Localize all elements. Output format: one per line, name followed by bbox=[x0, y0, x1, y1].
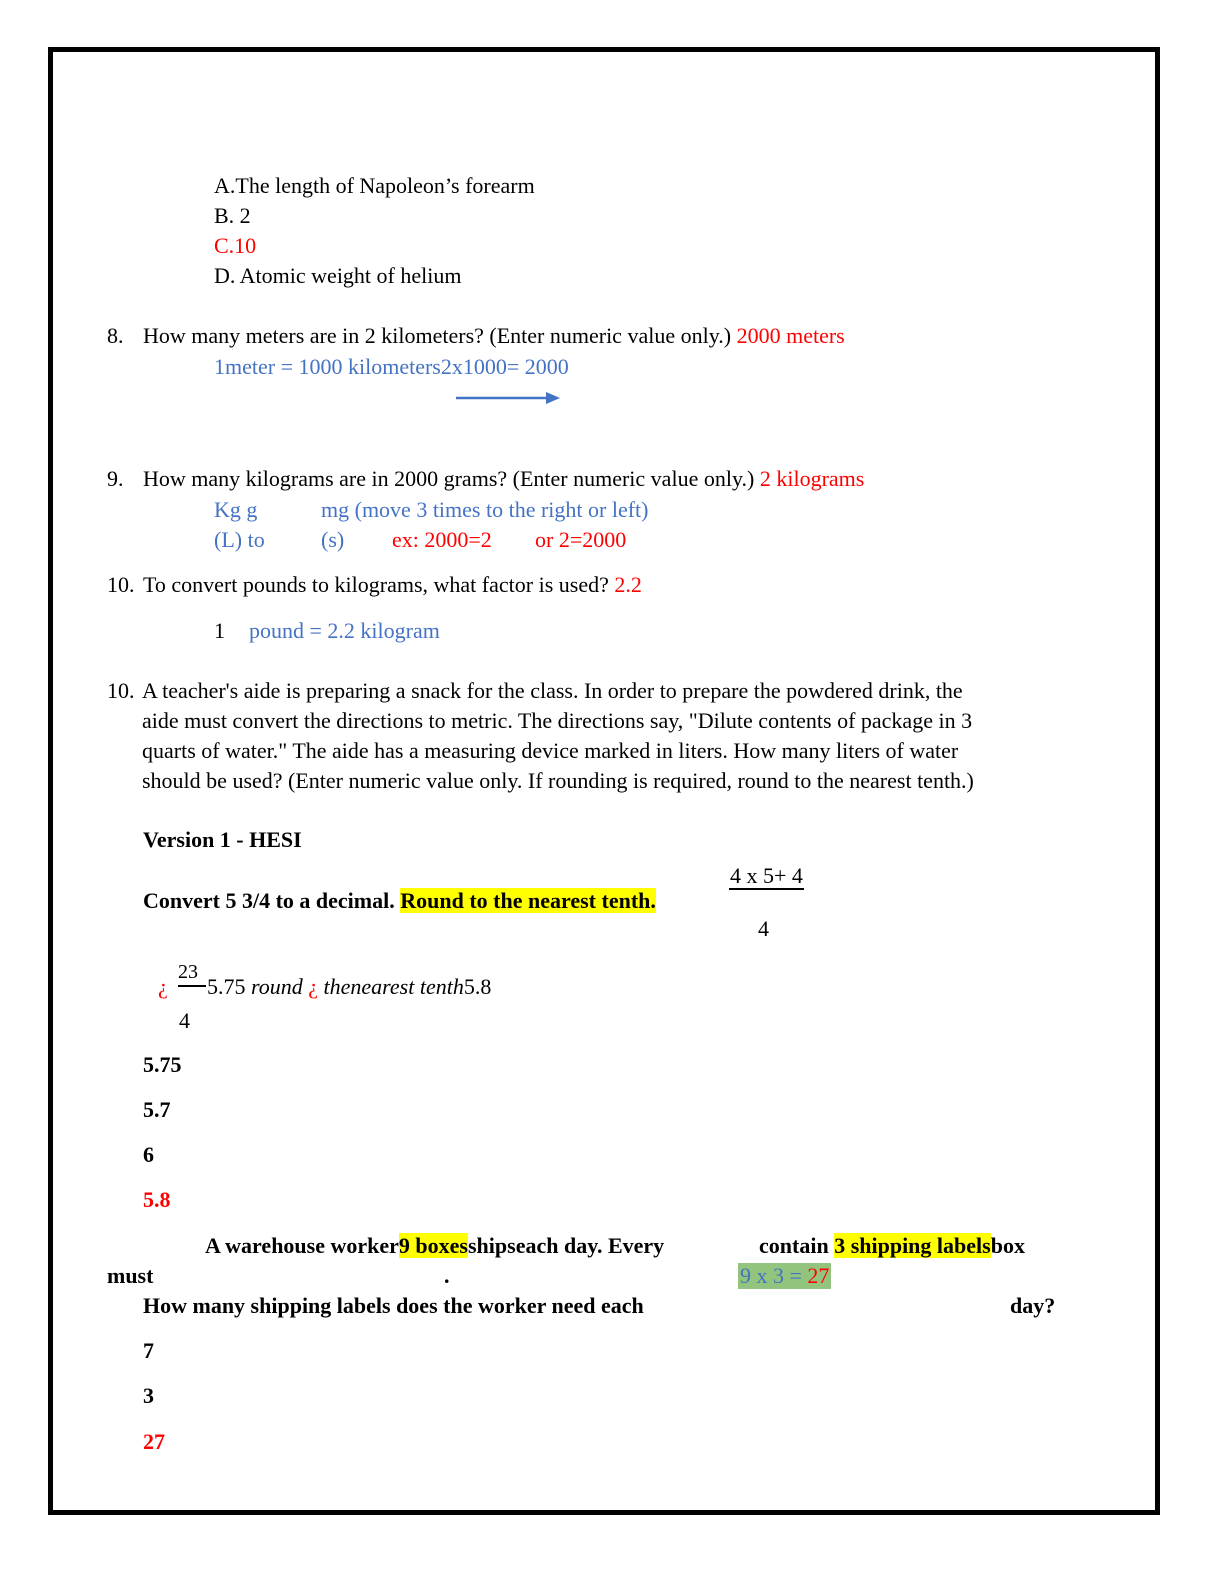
fraction2-denominator: 4 bbox=[179, 1008, 190, 1033]
q8-work-left: 1meter = 1000 kilometers bbox=[214, 354, 441, 379]
q10b-number: 10. bbox=[107, 678, 135, 703]
q8-answer: 2000 meters bbox=[736, 323, 845, 348]
warehouse-day: day? bbox=[1010, 1293, 1056, 1318]
option-d: D. Atomic weight of helium bbox=[214, 263, 462, 288]
warehouse-highlight-labels: 3 shipping labels bbox=[834, 1233, 991, 1258]
option-b: B. 2 bbox=[214, 203, 251, 228]
warehouse-p2: shipseach day. Every bbox=[467, 1233, 665, 1258]
q10b-line-1: A teacher's aide is preparing a snack for the class. In order to prepare the powdered drink, the bbox=[142, 678, 963, 703]
q8-work-right: 2x1000= 2000 bbox=[440, 354, 569, 379]
q10a-question bbox=[143, 572, 642, 598]
q10b-line-4: should be used? (Enter numeric value only. If rounding is required, round to the nearest tenth.) bbox=[142, 768, 974, 793]
warehouse-calculation bbox=[738, 1263, 831, 1289]
warehouse-must: must bbox=[107, 1263, 154, 1288]
q10a-work-num: 1 bbox=[214, 618, 225, 643]
option-a: A.The length of Napoleon’s forearm bbox=[214, 173, 535, 198]
warehouse-dot: . bbox=[444, 1263, 450, 1288]
warehouse-p1: A warehouse worker bbox=[205, 1233, 399, 1258]
convert-question bbox=[143, 888, 656, 914]
q10b-line-2: aide must convert the directions to metric. The directions say, "Dilute contents of package in 3 bbox=[142, 708, 973, 733]
warehouse-p4: box bbox=[990, 1233, 1025, 1258]
q10a-question-text: To convert pounds to kilograms, what factor is used? bbox=[143, 572, 609, 597]
fraction2-bar bbox=[178, 985, 206, 987]
q9-small: (s) bbox=[321, 527, 345, 552]
convert-option-3: 6 bbox=[143, 1142, 154, 1167]
warehouse-highlight-boxes: 9 boxes bbox=[398, 1233, 468, 1258]
option-c-answer: C.10 bbox=[214, 233, 257, 258]
eq-round: round bbox=[251, 974, 309, 999]
q9-question bbox=[143, 466, 864, 492]
version-heading: Version 1 - HESI bbox=[143, 827, 302, 852]
fraction2-numerator: 23 bbox=[178, 961, 198, 983]
calc-result: 27 bbox=[807, 1263, 830, 1288]
convert-prefix: Convert 5 3/4 to a decimal. bbox=[143, 888, 395, 913]
convert-highlight: Round to the nearest tenth. bbox=[400, 888, 656, 913]
convert-option-1: 5.75 bbox=[143, 1052, 182, 1077]
q9-question-text: How many kilograms are in 2000 grams? (Enter numeric value only.) bbox=[143, 466, 755, 491]
q9-units-note: mg (move 3 times to the right or left) bbox=[321, 497, 649, 522]
inverted-question-1: ¿ bbox=[158, 974, 168, 999]
q9-number: 9. bbox=[107, 466, 124, 491]
arrow-right-icon bbox=[450, 390, 565, 410]
inverted-question-2: ¿ bbox=[308, 974, 319, 999]
calc-expression: 9 x 3 = bbox=[740, 1263, 808, 1288]
warehouse-p3: contain bbox=[759, 1233, 829, 1258]
fraction-denominator: 4 bbox=[758, 916, 769, 941]
eq-nearest: thenearest tenth bbox=[318, 974, 464, 999]
q10a-work-text: pound = 2.2 kilogram bbox=[249, 618, 440, 643]
q9-answer: 2 kilograms bbox=[759, 466, 865, 491]
warehouse-question: How many shipping labels does the worker need each bbox=[143, 1293, 644, 1318]
eq-value: 5.75 bbox=[207, 974, 251, 999]
q8-question bbox=[143, 323, 845, 349]
convert-option-4-answer: 5.8 bbox=[143, 1187, 171, 1212]
warehouse-option-1: 7 bbox=[143, 1338, 154, 1363]
warehouse-line-1b bbox=[759, 1233, 1025, 1259]
equation-text bbox=[207, 974, 491, 1000]
q8-number: 8. bbox=[107, 323, 124, 348]
eq-result: 5.8 bbox=[463, 974, 492, 999]
q10b-line-3: quarts of water." The aide has a measuring device marked in liters. How many liters of water bbox=[142, 738, 959, 763]
warehouse-option-3-answer: 27 bbox=[143, 1429, 165, 1454]
warehouse-line-1 bbox=[205, 1233, 664, 1259]
q10a-number: 10. bbox=[107, 572, 135, 597]
q9-large-to: (L) to bbox=[214, 527, 265, 552]
q8-work bbox=[214, 354, 569, 380]
warehouse-option-2: 3 bbox=[143, 1383, 154, 1408]
q10a-answer: 2.2 bbox=[614, 572, 642, 597]
convert-option-2: 5.7 bbox=[143, 1097, 171, 1122]
q9-units: Kg g bbox=[214, 497, 258, 522]
q9-example-a: ex: 2000=2 bbox=[392, 527, 492, 552]
fraction-numerator: 4 x 5+ 4 bbox=[730, 863, 803, 888]
q8-question-text: How many meters are in 2 kilometers? (Enter numeric value only.) bbox=[143, 323, 732, 348]
q9-example-b: or 2=2000 bbox=[535, 527, 627, 552]
